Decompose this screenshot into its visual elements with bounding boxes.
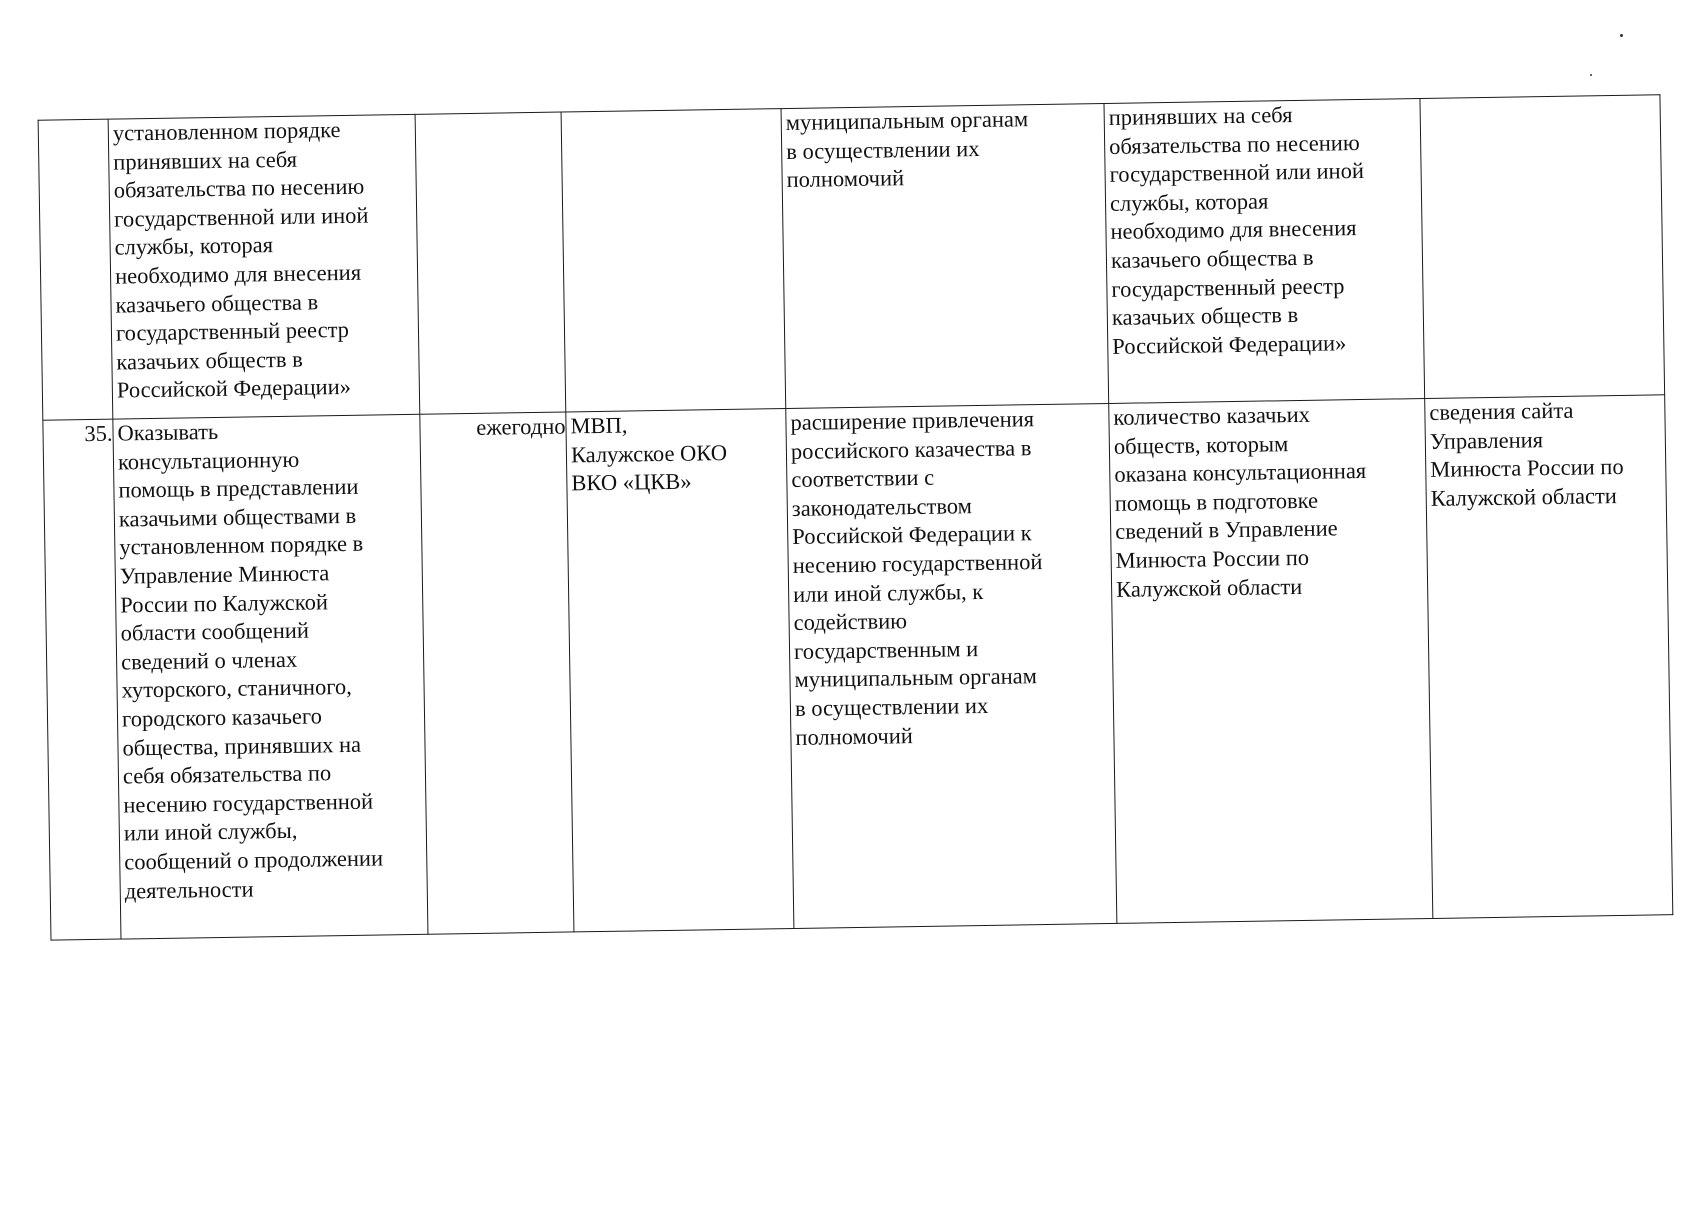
- cell-result: [786, 403, 1117, 928]
- cell-result: [781, 104, 1109, 409]
- measure-text: Оказывать консультационную помощь в представлении казачьими обществами в установленном порядке в Управление Минюста России по Калужской области сообщений сведений о членах хуторского, станичного, городского казачьего общества, принявших на себя обязательства по несению государственной или иной службы, сообщений о продолжении деятельности: [117, 418, 384, 903]
- executors-text: МВП, Калужское ОКО ВКО «ЦКВ»: [570, 412, 728, 496]
- cell-deadline: [420, 412, 574, 934]
- executors-text: [566, 109, 781, 112]
- measure-text: установленном порядке принявших на себя обязательства по несению государственной или иной службы, которая необходимо для внесения казачьего общества в государственный реестр казачьих обществ в Российской Федерации»: [112, 117, 369, 403]
- table-row-35: [43, 395, 1673, 940]
- table-row-continuation: [38, 95, 1665, 420]
- indicator-text: количество казачьих обществ, которым оказана консультационная помощь в подготовке сведений в Управление Минюста России по Калужской области: [1113, 401, 1367, 602]
- cell-executors: [561, 109, 786, 412]
- cell-source: [1425, 395, 1673, 919]
- row-number: [43, 120, 108, 121]
- cell-executors: [566, 409, 794, 932]
- result-text: муниципальным органам в осуществлении их полномочий: [785, 106, 1029, 193]
- row-number: 35.: [84, 420, 113, 447]
- source-text: сведения сайта Управления Минюста России по Калужской области: [1429, 397, 1624, 511]
- cell-indicator: [1104, 99, 1425, 404]
- cell-deadline: [415, 112, 566, 414]
- cell-num: [43, 419, 121, 940]
- indicator-text: принявших на себя обязательства по несению государственной или иной службы, которая необходимо для внесения казачьего общества в государственный реестр казачьих обществ в Российской Федерации»: [1108, 102, 1365, 359]
- cell-measure: [108, 114, 420, 419]
- cell-measure: [113, 414, 428, 939]
- cell-indicator: [1109, 399, 1433, 924]
- result-text: расширение привлечения российского казачества в соответствии с законодательством Российской Федерации к несению государственной или иной службы, к содействию государственным и муниципальным органам в осуществлении их полномочий: [790, 406, 1043, 750]
- deadline-text: [420, 113, 561, 115]
- cell-num: [38, 119, 113, 420]
- source-text: [1424, 95, 1659, 99]
- plan-table: [38, 94, 1674, 940]
- deadline-text: ежегодно: [476, 413, 566, 440]
- cell-source: [1420, 95, 1665, 399]
